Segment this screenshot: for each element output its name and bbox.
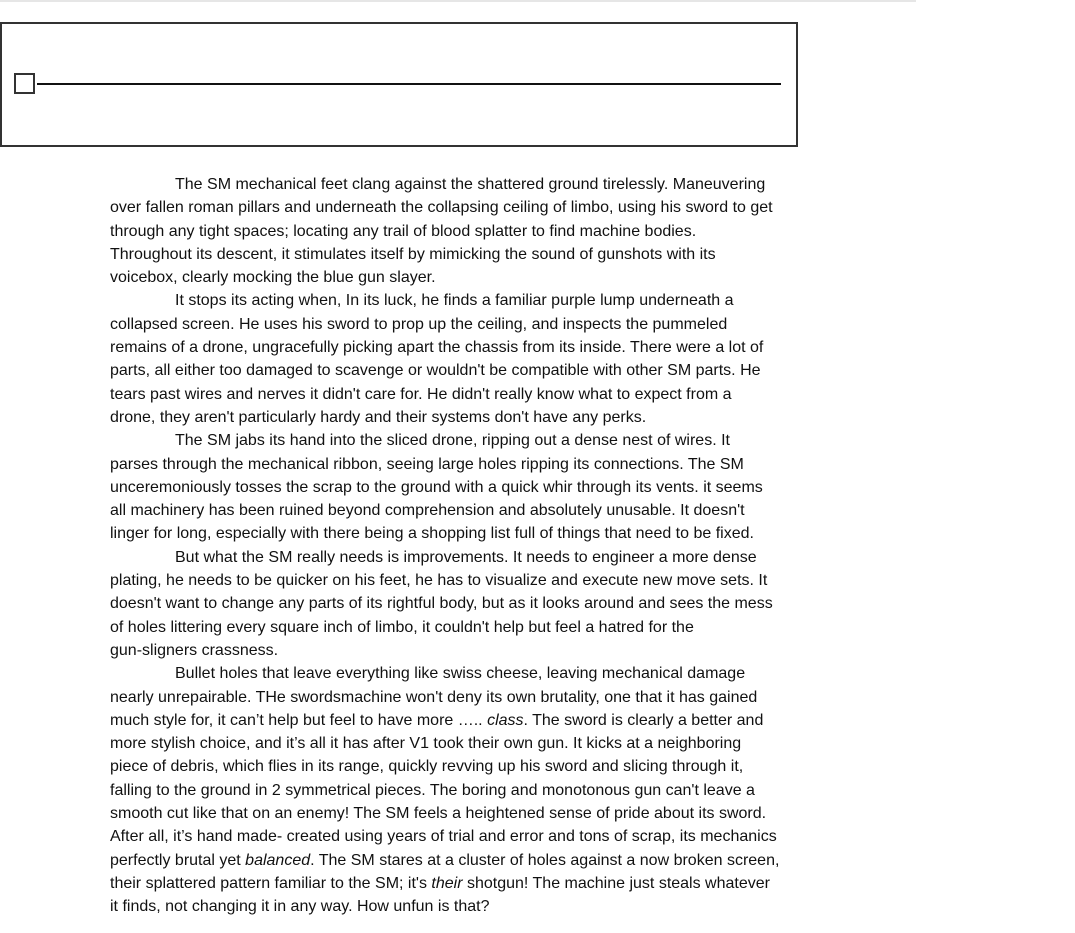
text-line [110,709,855,732]
paragraph [110,429,855,545]
paragraph [110,289,855,429]
text-line: gun-sligners crassness. [110,641,279,659]
text-line: The SM mechanical feet clang against the shattered ground tirelessly. Maneuvering [175,176,766,193]
text-segment: their splattered pattern familiar to the SM; it's [110,874,432,892]
emphasis-text: class [487,711,524,729]
paragraph [110,546,855,662]
text-line: voicebox, clearly mocking the blue gun slayer. [110,269,436,287]
paragraph [110,173,855,289]
text-line: more stylish choice, and it’s all it has after V1 took their own gun. It kicks at a neighboring [110,735,742,753]
text-line: tears past wires and nerves it didn't care for. He didn't really know what to expect from a [110,385,732,403]
text-line: Throughout its descent, it stimulates itself by mimicking the sound of gunshots with its [110,245,716,263]
blank-field-line [37,83,781,85]
text-line: linger for long, especially with there being a shopping list full of things that need to be fixed. [110,525,754,543]
text-line: collapsed screen. He uses his sword to prop up the ceiling, and inspects the pummeled [110,315,728,333]
text-line: remains of a drone, ungracefully picking apart the chassis from its inside. There were a lot of [110,339,764,357]
text-line: smooth cut like that on an enemy! The SM feels a heightened sense of pride about its sword. [110,805,767,823]
text-line: But what the SM really needs is improvements. It needs to engineer a more dense [175,548,757,566]
text-line [110,849,855,872]
text-segment: much style for, it can’t help but feel to have more ….. [110,711,488,729]
text-line: nearly unrepairable. THe swordsmachine won't deny its own brutality, one that it has gained [110,688,758,706]
paragraph [110,662,855,918]
text-segment: . The SM stares at a cluster of holes against a now broken screen, [310,851,780,869]
text-line: plating, he needs to be quicker on his feet, he has to visualize and execute new move sets. It [110,572,768,590]
page-top-rule [0,0,916,2]
text-line: doesn't want to change any parts of its rightful body, but as it looks around and sees the mess [110,595,773,613]
text-line: of holes littering every square inch of limbo, it couldn't help but feel a hatred for the [110,618,694,636]
text-line: It stops its acting when, In its luck, he finds a familiar purple lump underneath a [175,292,734,310]
emphasis-text: their [431,874,463,892]
text-line: After all, it’s hand made- created using years of trial and error and tons of scrap, its mechanics [110,828,777,846]
text-line: through any tight spaces; locating any trail of blood splatter to find machine bodies. [110,222,697,240]
text-line: it finds, not changing it in any way. How unfun is that? [110,898,490,916]
text-line: parts, all either too damaged to scavenge or wouldn't be compatible with other SM parts. He [110,362,761,380]
text-line: piece of debris, which flies in its range, quickly revving up his sword and slicing through it, [110,758,744,776]
text-line: all machinery has been ruined beyond comprehension and absolutely unusable. It doesn't [110,502,745,520]
text-segment: perfectly brutal yet [110,851,246,869]
text-line: falling to the ground in 2 symmetrical pieces. The boring and monotonous gun can't leave a [110,781,755,799]
text-line: drone, they aren't particularly hardy and their systems don't have any perks. [110,408,647,426]
text-line: Bullet holes that leave everything like swiss cheese, leaving mechanical damage [175,665,746,683]
text-segment: . The sword is clearly a better and [523,711,764,729]
text-line: over fallen roman pillars and underneath the collapsing ceiling of limbo, using his sword to get [110,199,773,217]
text-line: The SM jabs its hand into the sliced drone, ripping out a dense nest of wires. It [175,432,730,450]
text-line: unceremoniously tosses the scrap to the ground with a quick whir through its vents. it seems [110,478,763,496]
checkbox[interactable] [14,73,35,94]
text-segment: shotgun! The machine just steals whatever [462,874,770,892]
text-line [110,872,855,895]
emphasis-text: balanced [245,851,311,869]
text-line: parses through the mechanical ribbon, seeing large holes ripping its connections. The SM [110,455,744,473]
story-text [110,173,855,919]
